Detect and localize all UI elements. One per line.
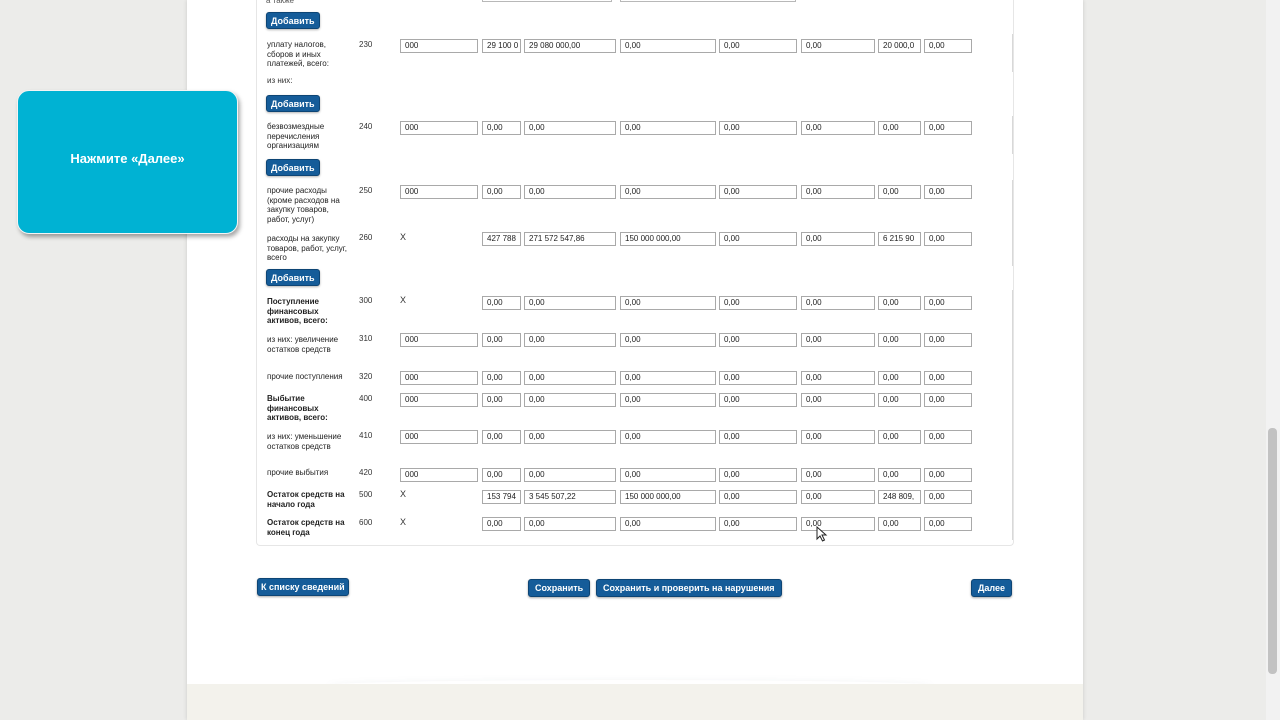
cell-input[interactable]: 0,00 bbox=[801, 371, 875, 385]
cell-input[interactable]: 0,00 bbox=[524, 371, 616, 385]
panel-divider bbox=[1012, 34, 1013, 72]
cell-input[interactable]: 0,00 bbox=[924, 371, 972, 385]
cell-input[interactable]: 0,00 bbox=[620, 39, 716, 53]
panel-divider bbox=[1012, 116, 1013, 154]
cell-input[interactable]: 0,00 bbox=[524, 468, 616, 482]
cell-input[interactable]: 0,00 bbox=[924, 232, 972, 246]
cell-input[interactable]: 150 000 000,00 bbox=[620, 232, 716, 246]
cell-input[interactable]: 0,00 bbox=[524, 517, 616, 531]
cell-input[interactable]: 427 788 bbox=[482, 232, 521, 246]
cell-input[interactable]: 000 bbox=[400, 468, 478, 482]
cell-input[interactable]: 0,00 bbox=[801, 430, 875, 444]
cell-input[interactable]: 0,00 bbox=[719, 430, 797, 444]
row-code: 500 bbox=[359, 490, 373, 499]
cell-input[interactable]: 0,00 bbox=[878, 296, 921, 310]
cell-input[interactable]: 0,00 bbox=[878, 121, 921, 135]
row-code: 240 bbox=[359, 122, 373, 131]
partial-row-field[interactable] bbox=[620, 0, 796, 2]
cell-input[interactable]: 0,00 bbox=[801, 333, 875, 347]
cell-input[interactable]: 0,00 bbox=[924, 39, 972, 53]
cell-input[interactable]: 0,00 bbox=[719, 333, 797, 347]
cell-input[interactable]: 0,00 bbox=[878, 517, 921, 531]
cell-input[interactable]: 29 100 0 bbox=[482, 39, 521, 53]
partial-row-field[interactable] bbox=[482, 0, 612, 2]
add-button[interactable]: Добавить bbox=[266, 12, 320, 29]
cell-input[interactable]: 0,00 bbox=[924, 296, 972, 310]
cell-input[interactable]: 153 794 bbox=[482, 490, 521, 504]
row-x-mark: X bbox=[400, 232, 407, 242]
cell-input[interactable]: 0,00 bbox=[924, 393, 972, 407]
cell-input[interactable]: 150 000 000,00 bbox=[620, 490, 716, 504]
cell-input[interactable]: 000 bbox=[400, 39, 478, 53]
cell-input[interactable]: 0,00 bbox=[620, 333, 716, 347]
row-code: 230 bbox=[359, 40, 373, 49]
cell-input[interactable]: 0,00 bbox=[482, 393, 521, 407]
cell-input[interactable]: 0,00 bbox=[924, 121, 972, 135]
cell-input[interactable]: 0,00 bbox=[801, 490, 875, 504]
panel-divider bbox=[1012, 290, 1013, 540]
cell-input[interactable]: 0,00 bbox=[524, 121, 616, 135]
cell-input[interactable]: 271 572 547,86 bbox=[524, 232, 616, 246]
cell-input[interactable]: 0,00 bbox=[924, 333, 972, 347]
cell-input[interactable]: 0,00 bbox=[801, 185, 875, 199]
cell-input[interactable]: 0,00 bbox=[801, 517, 875, 531]
row-x-mark: X bbox=[400, 489, 407, 499]
save-and-check-button[interactable]: Сохранить и проверить на нарушения bbox=[596, 579, 782, 597]
cell-input[interactable]: 0,00 bbox=[620, 393, 716, 407]
row-label: расходы на закупку товаров, работ, услуг, всего bbox=[267, 234, 347, 262]
row-label: прочие выбытия bbox=[267, 468, 329, 477]
row-label: Поступление финансовых активов, всего: bbox=[267, 297, 328, 325]
row-label: прочие поступления bbox=[267, 372, 343, 381]
cell-input[interactable]: 0,00 bbox=[482, 430, 521, 444]
cell-input[interactable]: 000 bbox=[400, 121, 478, 135]
row-code: 400 bbox=[359, 394, 373, 403]
cell-input[interactable]: 0,00 bbox=[719, 393, 797, 407]
cell-input[interactable]: 0,00 bbox=[801, 232, 875, 246]
row-x-mark: X bbox=[400, 295, 407, 305]
cell-input[interactable]: 000 bbox=[400, 185, 478, 199]
cell-input[interactable]: 29 080 000,00 bbox=[524, 39, 616, 53]
row-label: уплату налогов, сборов и иных платежей, всего: bbox=[267, 40, 329, 68]
panel-divider bbox=[1012, 180, 1013, 266]
row-code: 300 bbox=[359, 296, 373, 305]
cell-input[interactable]: 0,00 bbox=[482, 185, 521, 199]
cell-input[interactable]: 000 bbox=[400, 430, 478, 444]
cell-input[interactable]: 0,00 bbox=[801, 296, 875, 310]
row-code: 420 bbox=[359, 468, 373, 477]
cell-input[interactable]: 0,00 bbox=[924, 468, 972, 482]
back-to-list-button[interactable]: К списку сведений bbox=[257, 578, 349, 596]
cell-input[interactable]: 000 bbox=[400, 371, 478, 385]
cell-input[interactable]: 0,00 bbox=[524, 296, 616, 310]
row-code: 250 bbox=[359, 186, 373, 195]
add-button[interactable]: Добавить bbox=[266, 269, 320, 286]
cell-input[interactable]: 0,00 bbox=[924, 185, 972, 199]
row-label: Остаток средств на конец года bbox=[267, 518, 345, 537]
cell-input[interactable]: 0,00 bbox=[924, 430, 972, 444]
page-footer bbox=[187, 684, 1083, 720]
cell-input[interactable]: 0,00 bbox=[719, 121, 797, 135]
cell-input[interactable]: 0,00 bbox=[482, 333, 521, 347]
cell-input[interactable]: 0,00 bbox=[620, 121, 716, 135]
cell-input[interactable]: 0,00 bbox=[620, 517, 716, 531]
cell-input[interactable]: 0,00 bbox=[719, 39, 797, 53]
cell-input[interactable]: 0,00 bbox=[719, 185, 797, 199]
cell-input[interactable]: 0,00 bbox=[719, 517, 797, 531]
cell-input[interactable]: 0,00 bbox=[620, 296, 716, 310]
row-label: прочие расходы (кроме расходов на закупку товаров, работ, услуг) bbox=[267, 186, 340, 224]
cell-input[interactable]: 0,00 bbox=[878, 333, 921, 347]
row-label: безвозмездные перечисления организациям bbox=[267, 122, 325, 150]
save-button[interactable]: Сохранить bbox=[528, 579, 590, 597]
cell-input[interactable]: 000 bbox=[400, 333, 478, 347]
cell-input[interactable]: 0,00 bbox=[719, 232, 797, 246]
cell-input[interactable]: 0,00 bbox=[878, 185, 921, 199]
cell-input[interactable]: 0,00 bbox=[482, 517, 521, 531]
cell-input[interactable]: 3 545 507,22 bbox=[524, 490, 616, 504]
row-code: 260 bbox=[359, 233, 373, 242]
cell-input[interactable]: 248 809, bbox=[878, 490, 921, 504]
cell-input[interactable]: 0,00 bbox=[524, 393, 616, 407]
partial-row-label: а также bbox=[266, 0, 294, 5]
add-button[interactable]: Добавить bbox=[266, 95, 320, 112]
row-code: 410 bbox=[359, 431, 373, 440]
cell-input[interactable]: 0,00 bbox=[801, 121, 875, 135]
cell-input[interactable]: 0,00 bbox=[801, 468, 875, 482]
cell-input[interactable]: 0,00 bbox=[620, 185, 716, 199]
cell-input[interactable]: 0,00 bbox=[878, 430, 921, 444]
sub-heading: из них: bbox=[267, 76, 293, 85]
cell-input[interactable]: 0,00 bbox=[878, 468, 921, 482]
cell-input[interactable]: 0,00 bbox=[524, 333, 616, 347]
cell-input[interactable]: 0,00 bbox=[924, 490, 972, 504]
cell-input[interactable]: 0,00 bbox=[719, 296, 797, 310]
cell-input[interactable]: 0,00 bbox=[878, 393, 921, 407]
cell-input[interactable]: 0,00 bbox=[719, 371, 797, 385]
mouse-cursor-icon bbox=[816, 526, 828, 542]
cell-input[interactable]: 0,00 bbox=[482, 121, 521, 135]
row-label: из них: увеличение остатков средств bbox=[267, 335, 339, 354]
row-x-mark: X bbox=[400, 517, 407, 527]
next-button[interactable]: Далее bbox=[971, 579, 1012, 597]
cell-input[interactable]: 0,00 bbox=[524, 185, 616, 199]
cell-input[interactable]: 0,00 bbox=[719, 490, 797, 504]
row-code: 320 bbox=[359, 372, 373, 381]
cell-input[interactable]: 0,00 bbox=[620, 430, 716, 444]
row-code: 310 bbox=[359, 334, 373, 343]
cell-input[interactable]: 0,00 bbox=[524, 430, 616, 444]
cell-input[interactable]: 6 215 90 bbox=[878, 232, 921, 246]
add-button[interactable]: Добавить bbox=[266, 159, 320, 176]
row-label: Выбытие финансовых активов, всего: bbox=[267, 394, 328, 422]
cell-input[interactable]: 0,00 bbox=[878, 371, 921, 385]
cell-input[interactable]: 0,00 bbox=[801, 393, 875, 407]
callout-text: Нажмите «Далее» bbox=[70, 150, 185, 166]
row-code: 600 bbox=[359, 518, 373, 527]
cell-input[interactable]: 0,00 bbox=[620, 371, 716, 385]
row-label: из них: уменьшение остатков средств bbox=[267, 432, 342, 451]
cell-input[interactable]: 0,00 bbox=[801, 39, 875, 53]
form-panel bbox=[256, 0, 1014, 546]
instruction-callout bbox=[17, 90, 238, 234]
cell-input[interactable]: 20 000,0 bbox=[878, 39, 921, 53]
cell-input[interactable]: 0,00 bbox=[482, 371, 521, 385]
cell-input[interactable]: 0,00 bbox=[482, 468, 521, 482]
row-label: Остаток средств на начало года bbox=[267, 490, 345, 509]
cell-input[interactable]: 0,00 bbox=[620, 468, 716, 482]
scrollbar-thumb[interactable] bbox=[1268, 428, 1277, 674]
cell-input[interactable]: 0,00 bbox=[482, 296, 521, 310]
cell-input[interactable]: 0,00 bbox=[719, 468, 797, 482]
cell-input[interactable]: 000 bbox=[400, 393, 478, 407]
cell-input[interactable]: 0,00 bbox=[924, 517, 972, 531]
